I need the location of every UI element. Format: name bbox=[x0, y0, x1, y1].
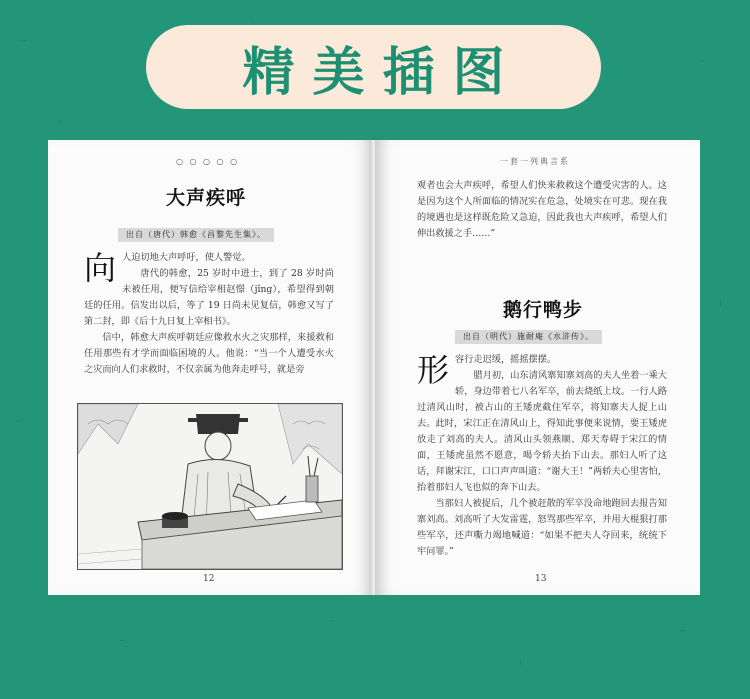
background-speck bbox=[700, 60, 705, 61]
right-page-top-body bbox=[417, 178, 667, 242]
background-speck bbox=[330, 620, 334, 621]
title-banner bbox=[146, 25, 601, 109]
right-page-number: 13 bbox=[535, 574, 547, 584]
background-speck bbox=[15, 420, 21, 421]
left-paragraph-2: 唐代的韩愈，25 岁时中进士，到了 28 岁时尚未被任用，便写信给宰相赵憬（jǐng），希望得到朝廷的任用。信发出以后，等了 19 日尚未见复信，韩愈又写了第二封，即《后十九日复上宰相书》。 bbox=[84, 268, 334, 327]
background-speck bbox=[20, 40, 26, 41]
ornament-text: 一套一列典言系 bbox=[500, 157, 570, 166]
right-paragraph-1-text: 容行走迟缓，摇摇摆摆。 bbox=[455, 354, 557, 365]
banner-title: 精美插图 bbox=[242, 42, 523, 103]
ornament-text: ○ ○ ○ ○ ○ bbox=[176, 157, 240, 166]
background-speck bbox=[60, 120, 61, 125]
right-page-heading: 鹅行鸭步 bbox=[503, 299, 584, 321]
right-paragraph-0: 观者也会大声疾呼，希望人们快来救救这个遭受灾害的人。这是因为这个人所面临的情况实在危急，处境实在可悲。现在我的境遇也是这样既危险又急迫，因此我也大声疾呼，希望人们伸出救援之手……” bbox=[417, 180, 667, 239]
right-page-body bbox=[417, 352, 667, 560]
background-speck bbox=[680, 630, 686, 631]
background-speck bbox=[250, 15, 251, 19]
open-book bbox=[48, 128, 700, 598]
scholar-writing-illustration bbox=[77, 403, 343, 570]
left-paragraph-1 bbox=[84, 249, 334, 287]
left-page-heading: 大声疾呼 bbox=[166, 187, 247, 209]
left-paragraph-1-text: 人迫切地大声呼吁，使人警觉。 bbox=[122, 252, 251, 263]
drop-cap: 向 bbox=[84, 249, 117, 287]
right-paragraph-1 bbox=[417, 351, 667, 389]
left-paragraph-3: 信中，韩愈大声疾呼朝廷应像救水火之灾那样，来援救和任用那些有才学而面临困境的人。他说：“当一个人遭受水火之灾而向人们求救时，不仅亲属为他奔走呼号，就是旁 bbox=[84, 332, 334, 375]
right-page-ornament bbox=[500, 154, 570, 170]
drop-cap: 形 bbox=[417, 351, 450, 389]
left-page-body bbox=[84, 250, 334, 378]
right-paragraph-2: 腊月初，山东清风寨知寨刘高的夫人坐着一乘大轿，身边带着七八名军卒，前去烧纸上坟。一行人路过清风山时，被占山的王矮虎截住军卒，将知寨夫人捉上山去。此时，宋江正在清风山上，得知此事便来说情，要王矮虎放走了刘高的夫人。清风山头领燕顺、郑天寿碍于宋江的情面，王矮虎虽然不愿意，喝令轿夫抬下山去。那妇人听了这话，拜谢宋江，口口声声叫道：“谢大王！”两轿夫心里害怕，抬着那妇人飞也似的奔下山去。 bbox=[417, 370, 667, 493]
left-page-ornament bbox=[176, 154, 239, 170]
background-speck bbox=[720, 300, 721, 306]
left-page-source: 出自（唐代）韩愈《昌黎先生集》。 bbox=[118, 228, 274, 242]
right-page-source: 出自（明代）施耐庵《水浒传》。 bbox=[455, 330, 602, 344]
left-page-number: 12 bbox=[203, 574, 215, 584]
right-paragraph-3: 当那妇人被捉后，几个被赶散的军卒没命地跑回去报告知寨刘高。刘高听了大发雷霆，怒骂那些军卒，并用大棍狠打那些军卒，还声嘶力竭地喊道：“如果不把夫人夺回来，统统下牢问罪。” bbox=[417, 498, 667, 557]
background-speck bbox=[520, 660, 521, 665]
right-page bbox=[375, 140, 700, 595]
background-speck bbox=[120, 640, 125, 641]
left-page bbox=[48, 140, 373, 595]
